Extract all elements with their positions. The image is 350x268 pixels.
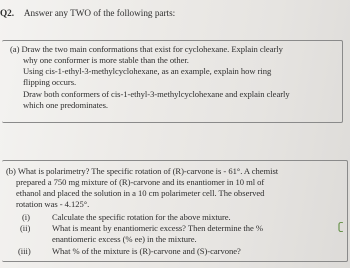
subpart-iii-number: (iii) xyxy=(18,246,31,256)
question-number: Q2. xyxy=(0,8,15,18)
subpart-ii-text-1: What is meant by enantiomeric excess? Then determine the % xyxy=(52,223,263,233)
subpart-i-text: Calculate the specific rotation for the above mixture. xyxy=(52,212,231,222)
part-a-line-4: flipping occurs. xyxy=(23,77,77,87)
part-a-line-2: why one conformer is more stable than the other. xyxy=(23,55,189,65)
part-a-line-3: Using cis-1-ethyl-3-methylcyclohexane, as an example, explain how ring xyxy=(23,66,272,76)
question-header xyxy=(0,8,175,18)
part-a-line-6: which one predominates. xyxy=(23,100,109,110)
subpart-iii-text: What % of the mixture is (R)-carvone and (S)-carvone? xyxy=(52,246,241,256)
part-b-line-3: ethanol and placed the solution in a 10 cm polarimeter cell. The observed xyxy=(16,188,265,198)
partial-symbol-icon: ʗ xyxy=(338,220,344,233)
part-b-line-4: rotation was - 4.125°. xyxy=(16,199,90,209)
part-b-line-2: prepared a 750 mg mixture of (R)-carvone and its enantiomer in 10 ml of xyxy=(16,177,265,187)
part-b-line-1: (b) What is polarimetry? The specific rotation of (R)-carvone is - 61°. A chemist xyxy=(6,166,279,176)
subpart-ii-number: (ii) xyxy=(20,223,31,233)
question-instruction: Answer any TWO of the following parts: xyxy=(23,8,176,18)
part-a-line-1: (a) Draw the two main conformations that exist for cyclohexane. Explain clearly xyxy=(10,44,283,54)
part-a-line-5: Draw both conformers of cis-1-ethyl-3-methylcyclohexane and explain clearly xyxy=(23,89,290,99)
subpart-ii-text-2: enantiomeric excess (% ee) in the mixture. xyxy=(52,234,197,244)
subpart-i-number: (i) xyxy=(22,212,30,222)
